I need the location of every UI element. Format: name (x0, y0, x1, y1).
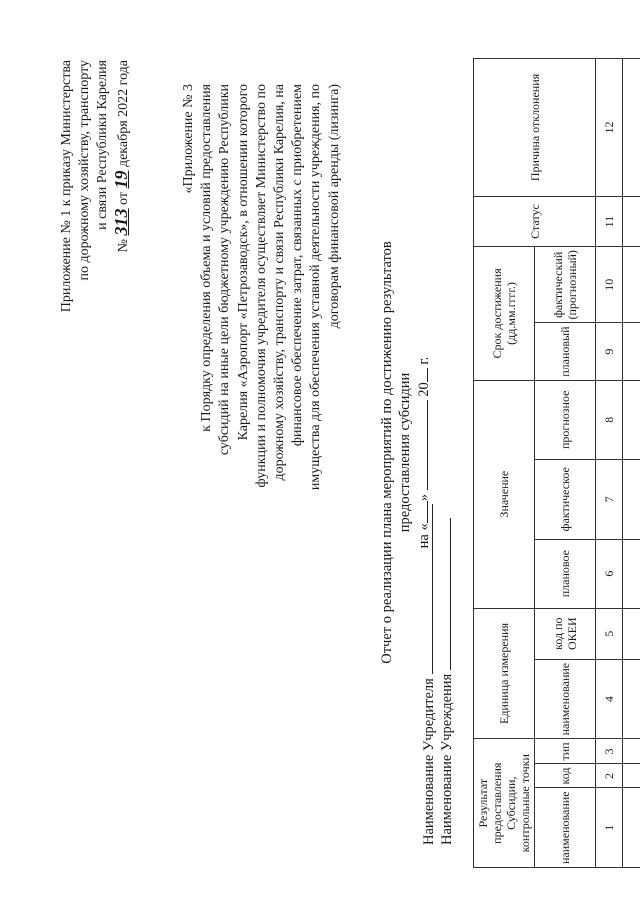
table-cell (623, 323, 640, 380)
appendix3-line: имущества для обеспечения уставной деятельности учреждения, по (308, 84, 324, 491)
table-cell (623, 739, 640, 764)
column-number: 6 (596, 539, 623, 608)
report-month-blank (414, 400, 428, 490)
sub-unit-name-header: наименование (535, 659, 596, 739)
sub-planned-header: плановое (535, 539, 596, 608)
order-appendix-header (58, 60, 133, 420)
column-number: 7 (596, 459, 623, 539)
header-order-line (112, 60, 133, 420)
appendix3-line: финансовое обеспечение затрат, связанных с приобретением (290, 84, 306, 447)
column-number: 11 (596, 196, 623, 246)
table-cell (623, 59, 640, 197)
order-day: 19 (111, 170, 131, 189)
institution-row (438, 504, 456, 845)
appendix3-line: субсидий на иные цели бюджетному учреждению Республики (217, 84, 233, 456)
col-unit-header: Единица измерения (474, 608, 535, 739)
names-block (420, 504, 456, 845)
table-cell (623, 764, 640, 788)
column-number: 5 (596, 608, 623, 659)
report-year-blank (414, 368, 428, 382)
order-date-suffix: декабря 2022 года (116, 60, 131, 171)
table-cell (623, 459, 640, 539)
appendix3-header (180, 84, 344, 554)
header-line: и связи Республики Карелия (95, 60, 110, 230)
founder-row (420, 504, 438, 845)
sub-name-header: наименование (535, 788, 596, 868)
report-table (473, 58, 640, 868)
order-date-prefix: от (116, 188, 131, 209)
col-value-header: Значение (474, 380, 535, 608)
appendix3-line: Карелия «Аэропорт «Петрозаводск», в отношении которого (235, 84, 251, 441)
sub-forecast-header: прогнозное (535, 380, 596, 459)
sub-actual-date-header: фактический (прогнозный) (535, 247, 596, 323)
column-number: 10 (596, 247, 623, 323)
column-number: 9 (596, 323, 623, 380)
table-header-row (474, 59, 535, 868)
column-number: 1 (596, 788, 623, 868)
sub-planned-date-header: плановый (535, 323, 596, 380)
appendix3-line: «Приложение № 3 (181, 84, 196, 194)
order-number-prefix: № (116, 235, 131, 253)
table-cell (623, 196, 640, 246)
table-cell (623, 659, 640, 739)
institution-label: Наименование Учреждения (439, 673, 455, 845)
col-deadline-header: Срок достижения (дд.мм.гггг.) (474, 247, 535, 381)
table-cell (623, 380, 640, 459)
sub-code-header: код (535, 764, 596, 788)
table-cell (623, 247, 640, 323)
table-cell (623, 788, 640, 868)
table-cell (623, 539, 640, 608)
report-date-prefix: на « (416, 523, 432, 549)
founder-label: Наименование Учредителя (421, 678, 437, 845)
sub-actual-header: фактическое (535, 459, 596, 539)
appendix3-line: функции и полномочия учредителя осуществляет Министерство по (253, 84, 269, 488)
column-number: 2 (596, 764, 623, 788)
column-number: 4 (596, 659, 623, 739)
institution-blank (438, 518, 451, 670)
table-row (623, 59, 640, 868)
col-status-header: Статус (474, 196, 596, 246)
col-reason-header: Причина отклонения (474, 59, 596, 197)
table-cell (623, 608, 640, 659)
header-line: Приложение № 1 к приказу Министерства (59, 60, 74, 313)
appendix3-line: договорам финансовой аренды (лизинга) (326, 84, 342, 329)
report-date-year: 20 (416, 382, 432, 397)
report-title-text: Отчет о реализации плана мероприятий по достижению результатов предоставления субсидии (379, 241, 413, 664)
founder-blank (420, 504, 433, 674)
sub-type-header: тип (535, 739, 596, 764)
report-date-suffix: г. (416, 356, 432, 365)
appendix3-line: к Порядку определения объема и условий предоставления (199, 84, 215, 432)
order-number: 313 (111, 208, 131, 236)
report-date-mid: » (416, 494, 432, 502)
appendix3-line: дорожному хозяйству, транспорту и связи Республики Карелия, на (272, 84, 288, 481)
sub-okei-header: код по ОКЕИ (535, 608, 596, 659)
column-number: 3 (596, 739, 623, 764)
column-number-row (596, 59, 623, 868)
header-line: по дорожному хозяйству, транспорту (77, 60, 92, 281)
column-number: 12 (596, 59, 623, 197)
col-result-header: Результат предоставления Субсидии, контрольные точки (474, 739, 535, 868)
column-number: 8 (596, 380, 623, 459)
